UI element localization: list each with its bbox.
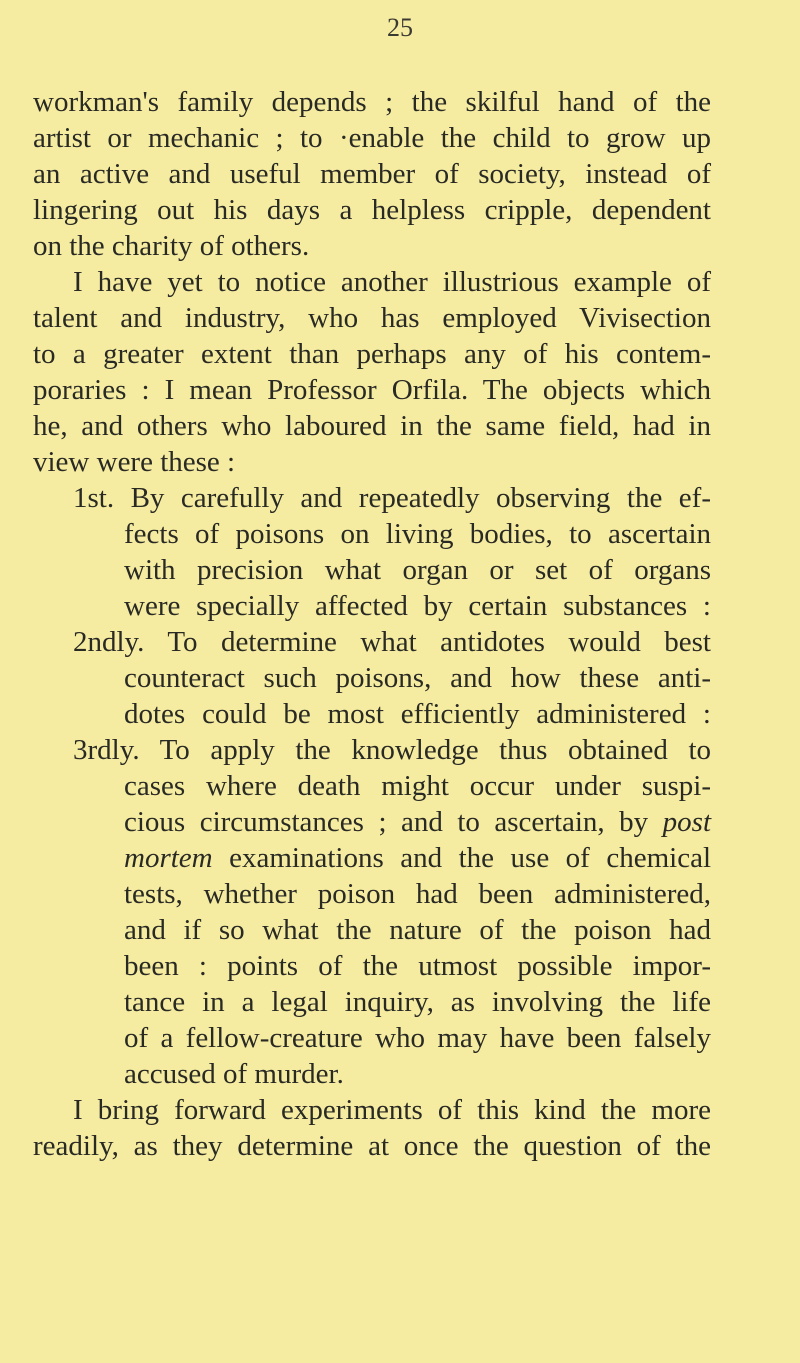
text-line: to a greater extent than perhaps any of his contem- bbox=[33, 338, 711, 370]
italic-term: mortem bbox=[124, 842, 213, 874]
text-line: I bring forward experiments of this kind the more bbox=[73, 1094, 711, 1126]
text-line: were specially affected by certain substances : bbox=[124, 590, 711, 622]
text-line: view were these : bbox=[33, 446, 236, 478]
text-line: counteract such poisons, and how these anti- bbox=[124, 662, 711, 694]
text-line bbox=[124, 804, 711, 840]
text-line: of a fellow-creature who may have been falsely bbox=[124, 1022, 711, 1054]
text-line: poraries : I mean Professor Orfila. The objects which bbox=[33, 374, 711, 406]
text-line: on the charity of others. bbox=[33, 230, 310, 262]
text-segment: cious circumstances ; and to ascertain, by bbox=[124, 806, 649, 838]
text-line: accused of murder. bbox=[124, 1058, 344, 1090]
text-line: tance in a legal inquiry, as involving the life bbox=[124, 986, 711, 1018]
text-line: he, and others who laboured in the same field, had in bbox=[33, 410, 711, 442]
text-line: readily, as they determine at once the question of the bbox=[33, 1130, 711, 1162]
text-line: I have yet to notice another illustrious example of bbox=[73, 266, 711, 298]
text-line: with precision what organ or set of organs bbox=[124, 554, 711, 586]
text-line: dotes could be most efficiently administered : bbox=[124, 698, 711, 730]
text-line bbox=[124, 840, 711, 876]
list-item-third: 3rdly. To apply the knowledge thus obtained to bbox=[73, 734, 711, 766]
text-line: artist or mechanic ; to ·enable the child to grow up bbox=[33, 122, 711, 154]
list-item-second: 2ndly. To determine what antidotes would best bbox=[73, 626, 711, 658]
text-line: lingering out his days a helpless cripple, dependent bbox=[33, 194, 711, 226]
text-line: been : points of the utmost possible impor- bbox=[124, 950, 711, 982]
text-line: fects of poisons on living bodies, to ascertain bbox=[124, 518, 711, 550]
text-line: talent and industry, who has employed Vivisection bbox=[33, 302, 711, 334]
italic-term: post bbox=[662, 806, 711, 838]
text-segment: examinations and the use of chemical bbox=[229, 842, 711, 874]
text-line: cases where death might occur under suspi- bbox=[124, 770, 711, 802]
text-line: and if so what the nature of the poison had bbox=[124, 914, 711, 946]
text-line: workman's family depends ; the skilful hand of the bbox=[33, 86, 711, 118]
list-item-first: 1st. By carefully and repeatedly observing the ef- bbox=[73, 482, 711, 514]
page-number: 25 bbox=[387, 13, 413, 42]
text-line: tests, whether poison had been administered, bbox=[124, 878, 711, 910]
text-line: an active and useful member of society, instead of bbox=[33, 158, 711, 190]
